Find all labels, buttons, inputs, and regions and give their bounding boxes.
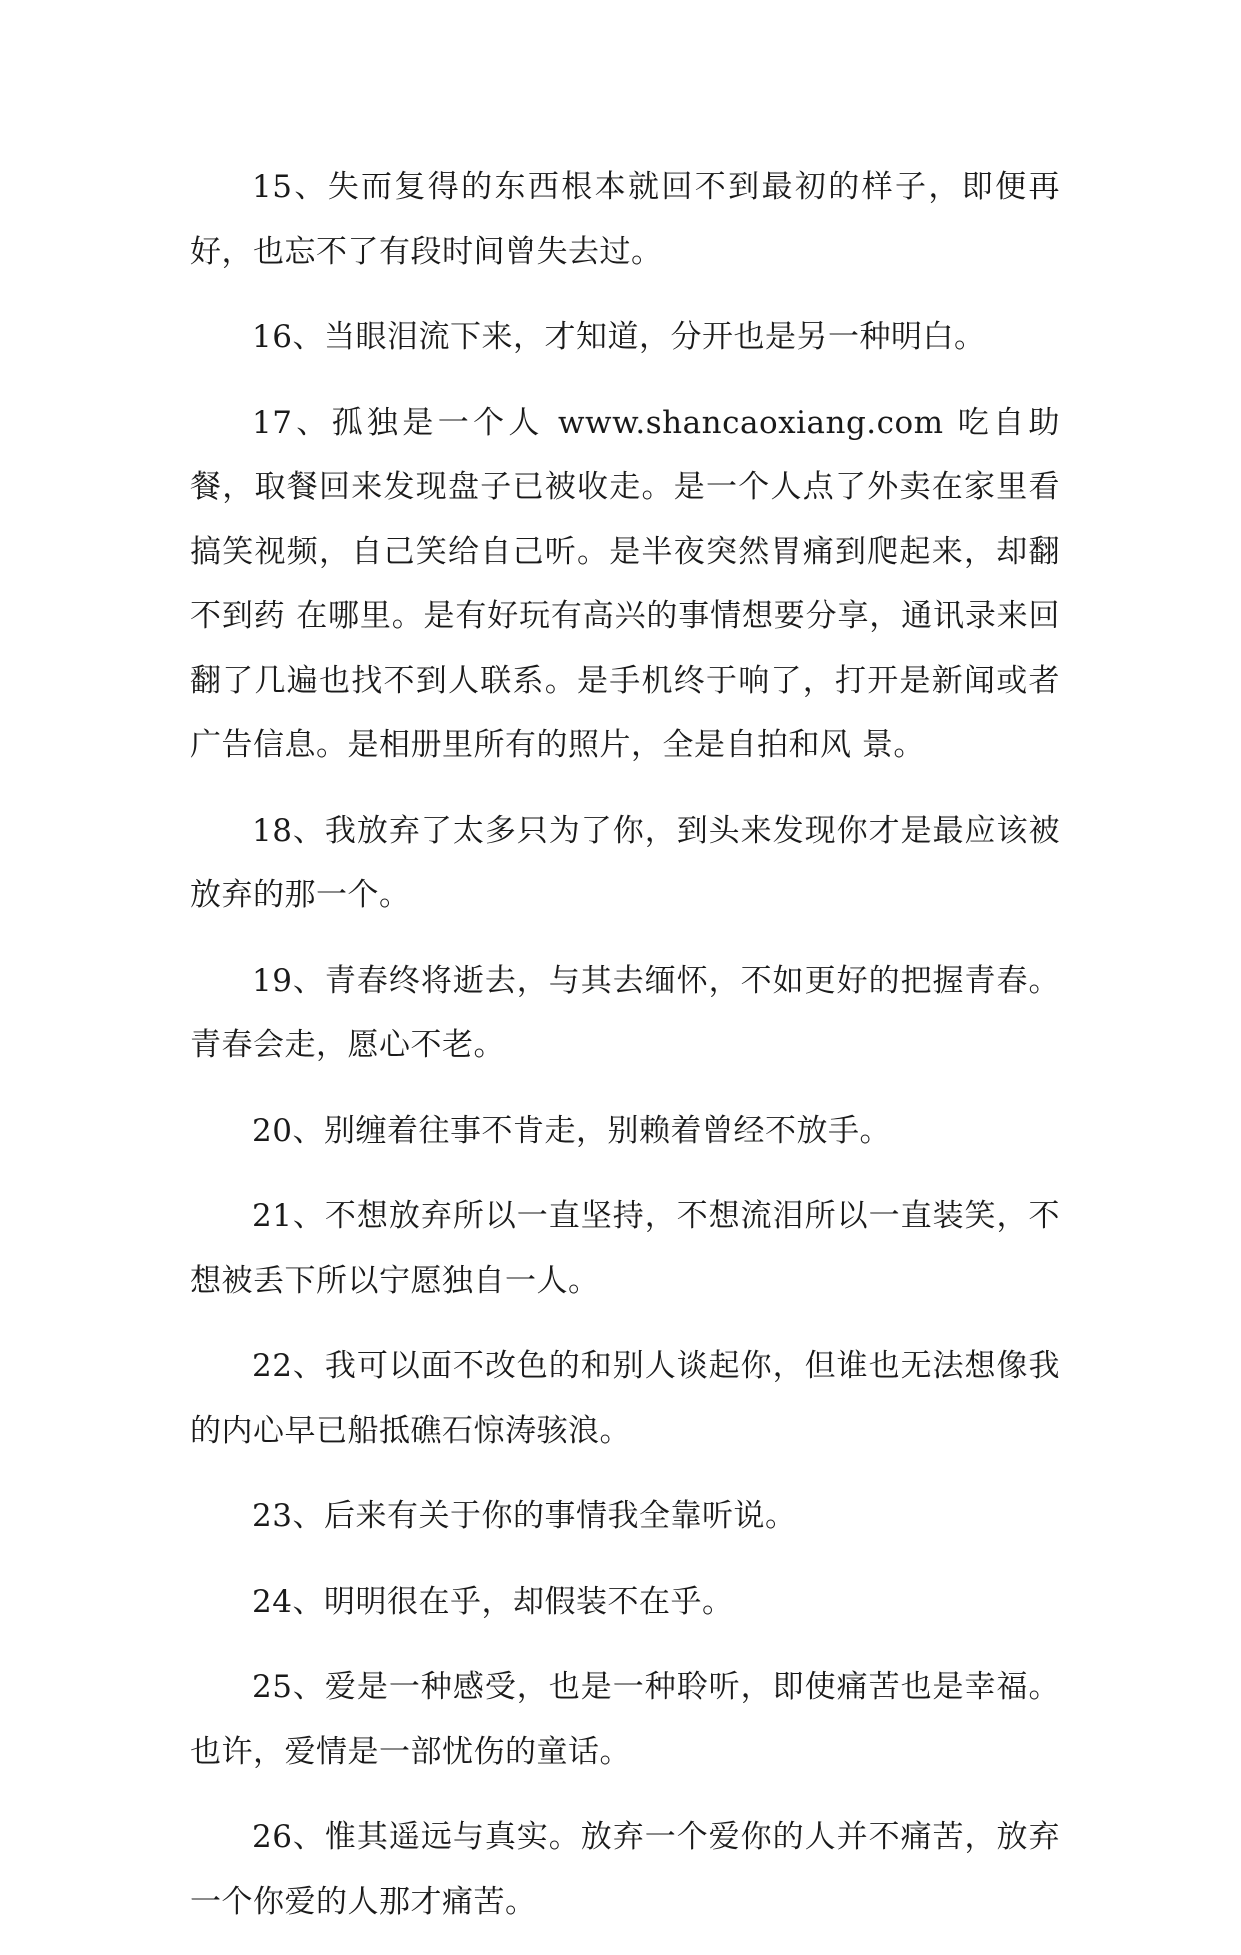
paragraph-19: 19、青春终将逝去，与其去缅怀，不如更好的把握青春。青春会走，愿心不老。 (190, 962, 1060, 1063)
paragraph-22: 22、我可以面不改色的和别人谈起你，但谁也无法想像我的内心早已船抵礁石惊涛骇浪。 (190, 1348, 1060, 1449)
paragraph-18: 18、我放弃了太多只为了你，到头来发现你才是最应该被放弃的那一个。 (190, 812, 1060, 913)
document-body (190, 155, 1060, 1955)
paragraph-17: 17、孤独是一个人 www.shancaoxiang.com 吃自助餐，取餐回来发现盘子已被收走。是一个人点了外卖在家里看搞笑视频，自己笑给自己听。是半夜突然胃痛到爬起来，却翻不到药 在哪里。是有好玩有高兴的事情想要分享，通讯录来回翻了几遍也找不到人联系。是手机终于响了，打开是新闻或者广告信息。是相册里所有的照片，全是自拍和风 景。 (190, 404, 1060, 763)
paragraph-16: 16、当眼泪流下来，才知道，分开也是另一种明白。 (252, 319, 986, 355)
paragraph-23: 23、后来有关于你的事情我全靠听说。 (252, 1498, 797, 1534)
paragraph-20: 20、别缠着往事不肯走，别赖着曾经不放手。 (252, 1112, 891, 1149)
paragraph-25: 25、爱是一种感受，也是一种聆听，即使痛苦也是幸福。也许，爱情是一部忧伤的童话。 (190, 1669, 1060, 1770)
paragraph-26: 26、惟其遥远与真实。放弃一个爱你的人并不痛苦，放弃一个你爱的人那才痛苦。 (190, 1819, 1060, 1920)
paragraph-24: 24、明明很在乎，却假装不在乎。 (252, 1583, 734, 1620)
paragraph-15: 15、失而复得的东西根本就回不到最初的样子，即便再好，也忘不了有段时间曾失去过。 (190, 169, 1060, 270)
paragraph-21: 21、不想放弃所以一直坚持，不想流泪所以一直装笑，不想被丢下所以宁愿独自一人。 (190, 1198, 1060, 1299)
